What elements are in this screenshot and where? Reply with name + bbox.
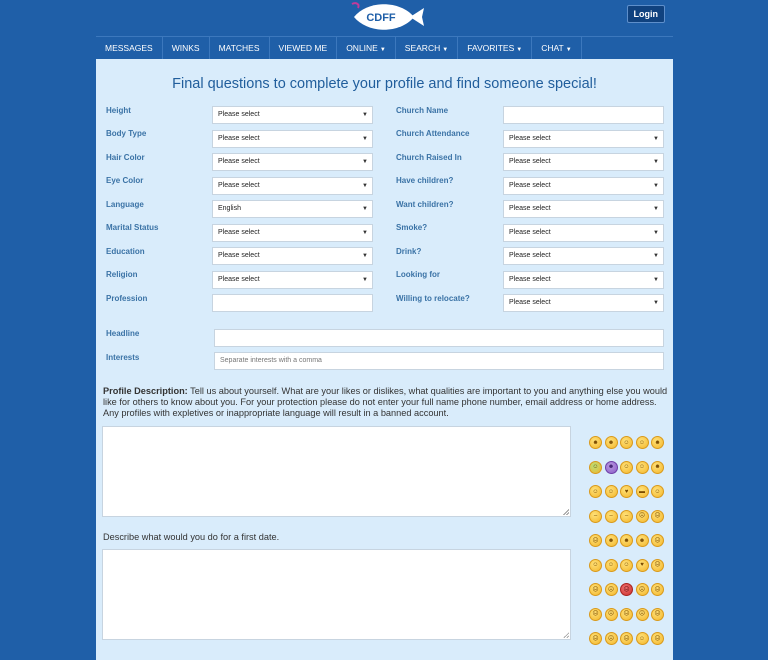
church-name-label: Church Name: [396, 106, 449, 115]
language-select[interactable]: [212, 200, 373, 218]
church-attendance-label: Church Attendance: [396, 129, 470, 138]
looking-for-select[interactable]: [503, 271, 664, 289]
want-children-select[interactable]: [503, 200, 664, 218]
religion-select[interactable]: [212, 271, 373, 289]
interests-label: Interests: [106, 353, 140, 362]
willing-to-relocate-select[interactable]: [503, 294, 664, 312]
grimace-emoji-icon[interactable]: ☺: [636, 632, 649, 645]
nav-label: SEARCH: [404, 43, 441, 53]
fearful-emoji-icon[interactable]: ☹: [651, 608, 664, 621]
sweat-emoji-icon[interactable]: ☹: [636, 510, 649, 523]
worried-emoji-icon[interactable]: ☹: [651, 559, 664, 572]
kiss-closed-emoji-icon[interactable]: ☺: [620, 559, 633, 572]
caret-down-icon: ▼: [442, 47, 449, 53]
main-nav: [96, 37, 673, 59]
profile-description-instructions: [103, 386, 668, 420]
height-select[interactable]: [212, 106, 373, 124]
page-container: [96, 0, 673, 660]
smiling-emoji-icon[interactable]: ☺: [589, 485, 602, 498]
education-select[interactable]: [212, 247, 373, 265]
first-date-textarea[interactable]: [102, 549, 571, 640]
unamused-emoji-icon[interactable]: –: [620, 510, 633, 523]
hair-color-select[interactable]: [212, 153, 373, 171]
smirk-emoji-icon[interactable]: ☺: [651, 485, 664, 498]
select-value: Please select: [509, 252, 551, 259]
select-value: Please select: [509, 276, 551, 283]
headline-input[interactable]: [214, 329, 664, 347]
select-value: Please select: [509, 158, 551, 165]
confused-emoji-icon[interactable]: ☹: [589, 534, 602, 547]
select-value: Please select: [509, 182, 551, 189]
nav-label: WINKS: [171, 43, 200, 53]
church-attendance-select[interactable]: [503, 130, 664, 148]
select-value: Please select: [218, 276, 260, 283]
profession-label: Profession: [106, 294, 148, 303]
select-value: Please select: [218, 158, 260, 165]
nav-label: ONLINE: [346, 43, 378, 53]
kiss-emoji-icon[interactable]: ☺: [589, 559, 602, 572]
dropdown-arrow-icon: ▼: [653, 159, 659, 165]
profile-description-textarea[interactable]: [102, 426, 571, 517]
interests-input[interactable]: Separate interests with a comma: [214, 352, 664, 370]
happy-emoji-icon[interactable]: ☺: [636, 436, 649, 449]
sunglasses-emoji-icon[interactable]: ▬: [636, 485, 649, 498]
body-type-select[interactable]: [212, 130, 373, 148]
smoke-select[interactable]: [503, 224, 664, 242]
first-date-label: Describe what would you do for a first date.: [103, 532, 280, 542]
caret-down-icon: ▼: [379, 47, 386, 53]
have-children-select[interactable]: [503, 177, 664, 195]
marital-status-label: Marital Status: [106, 223, 159, 232]
select-value: English: [218, 205, 241, 212]
select-value: Please select: [218, 182, 260, 189]
height-label: Height: [106, 106, 131, 115]
nav-matches[interactable]: [210, 37, 270, 59]
laughing-emoji-icon[interactable]: ☻: [589, 436, 602, 449]
profile-description-text: Tell us about yourself. What are your likes or dislikes, what qualities are important to you and anything else you would like for others to know about you. For your protection please do not enter your full name phone number, email address or home address. Any profiles with expletives or inappropriate language will result in a banned account.: [103, 386, 668, 419]
resize-handle-icon[interactable]: [563, 632, 569, 638]
devil-emoji-icon[interactable]: ☻: [605, 461, 618, 474]
church-name-input[interactable]: [503, 106, 664, 124]
nav-viewed-me[interactable]: [270, 37, 338, 59]
church-raised-in-select[interactable]: [503, 153, 664, 171]
nav-online[interactable]: [337, 37, 396, 59]
select-value: Please select: [218, 135, 260, 142]
want-children-label: Want children?: [396, 200, 454, 209]
kiss-heart-emoji-icon[interactable]: ♥: [636, 559, 649, 572]
pensive-emoji-icon[interactable]: ☹: [651, 510, 664, 523]
dropdown-arrow-icon: ▼: [362, 183, 368, 189]
cdff-logo[interactable]: [348, 0, 424, 34]
blush-emoji-icon[interactable]: ☺: [636, 461, 649, 474]
dropdown-arrow-icon: ▼: [362, 277, 368, 283]
resize-handle-icon[interactable]: [563, 509, 569, 515]
dropdown-arrow-icon: ▼: [653, 206, 659, 212]
rage-emoji-icon[interactable]: ☹: [620, 583, 633, 596]
select-value: Please select: [509, 135, 551, 142]
nav-label: MATCHES: [218, 43, 260, 53]
caret-down-icon: ▼: [565, 47, 572, 53]
persevere-emoji-icon[interactable]: ☹: [651, 583, 664, 596]
profession-input[interactable]: [212, 294, 373, 312]
sleepy-emoji-icon[interactable]: ☹: [605, 632, 618, 645]
squint-tongue-emoji-icon[interactable]: ☻: [636, 534, 649, 547]
profile-description-title: Profile Description:: [103, 386, 188, 396]
triumph-emoji-icon[interactable]: ☹: [589, 608, 602, 621]
wink-tongue-emoji-icon[interactable]: ☻: [620, 534, 633, 547]
dropdown-arrow-icon: ▼: [362, 159, 368, 165]
nav-messages[interactable]: [96, 37, 163, 59]
nav-label: MESSAGES: [105, 43, 153, 53]
select-value: Please select: [509, 229, 551, 236]
cry-emoji-icon[interactable]: ☹: [636, 583, 649, 596]
marital-status-select[interactable]: [212, 224, 373, 242]
disappointed-relieved-emoji-icon[interactable]: ☹: [605, 608, 618, 621]
eye-color-select[interactable]: [212, 177, 373, 195]
church-raised-in-label: Church Raised In: [396, 153, 462, 162]
dropdown-arrow-icon: ▼: [653, 136, 659, 142]
smile-emoji-icon[interactable]: ☺: [620, 436, 633, 449]
tired-emoji-icon[interactable]: ☹: [620, 632, 633, 645]
hair-color-label: Hair Color: [106, 153, 145, 162]
grin-emoji-icon[interactable]: ☻: [605, 436, 618, 449]
select-value: Please select: [509, 205, 551, 212]
dropdown-arrow-icon: ▼: [362, 206, 368, 212]
dropdown-arrow-icon: ▼: [653, 230, 659, 236]
neutral-emoji-icon[interactable]: –: [589, 510, 602, 523]
dropdown-arrow-icon: ▼: [362, 112, 368, 118]
top-bar: [96, 0, 673, 37]
select-value: Please select: [509, 299, 551, 306]
dropdown-arrow-icon: ▼: [653, 253, 659, 259]
sob-emoji-icon[interactable]: ☹: [651, 632, 664, 645]
nav-label: FAVORITES: [467, 43, 515, 53]
wink-emoji-icon[interactable]: ☺: [620, 461, 633, 474]
willing-to-relocate-label: Willing to relocate?: [396, 294, 470, 303]
login-button[interactable]: Login: [627, 5, 666, 23]
select-value: Please select: [218, 111, 260, 118]
dropdown-arrow-icon: ▼: [653, 300, 659, 306]
expressionless-emoji-icon[interactable]: –: [605, 510, 618, 523]
headline-label: Headline: [106, 329, 140, 338]
caret-down-icon: ▼: [516, 47, 523, 53]
smoke-label: Smoke?: [396, 223, 428, 232]
page-title: Final questions to complete your profile and find someone special!: [172, 76, 597, 92]
disappointed-emoji-icon[interactable]: ☹: [651, 534, 664, 547]
nav-label: VIEWED ME: [278, 43, 328, 53]
svg-text:CDFF: CDFF: [366, 12, 396, 24]
nav-chat[interactable]: [532, 37, 581, 59]
dropdown-arrow-icon: ▼: [653, 183, 659, 189]
religion-label: Religion: [106, 270, 138, 279]
drink-select[interactable]: [503, 247, 664, 265]
nav-favorites[interactable]: [458, 37, 532, 59]
angry-emoji-icon[interactable]: ☹: [589, 583, 602, 596]
pout-emoji-icon[interactable]: ☹: [605, 583, 618, 596]
cool-emoji-icon[interactable]: ☺: [589, 461, 602, 474]
weary-emoji-icon[interactable]: ☹: [589, 632, 602, 645]
body-type-label: Body Type: [106, 129, 147, 138]
drink-label: Drink?: [396, 247, 422, 256]
nav-winks[interactable]: [163, 37, 210, 59]
heart-eyes-emoji-icon[interactable]: ♥: [620, 485, 633, 498]
anguished-emoji-icon[interactable]: ☹: [636, 608, 649, 621]
frown-emoji-icon[interactable]: ☹: [620, 608, 633, 621]
language-label: Language: [106, 200, 144, 209]
big-smile-emoji-icon[interactable]: ☻: [651, 436, 664, 449]
nav-label: CHAT: [541, 43, 564, 53]
relieved-emoji-icon[interactable]: ☺: [605, 485, 618, 498]
dropdown-arrow-icon: ▼: [362, 230, 368, 236]
nav-search[interactable]: [396, 37, 458, 59]
kiss-smile-emoji-icon[interactable]: ☺: [605, 559, 618, 572]
yum-emoji-icon[interactable]: ☻: [651, 461, 664, 474]
select-value: Please select: [218, 252, 260, 259]
emoji-picker: [589, 436, 665, 645]
dropdown-arrow-icon: ▼: [362, 136, 368, 142]
have-children-label: Have children?: [396, 176, 454, 185]
tongue-emoji-icon[interactable]: ☻: [605, 534, 618, 547]
eye-color-label: Eye Color: [106, 176, 144, 185]
select-value: Please select: [218, 229, 260, 236]
looking-for-label: Looking for: [396, 270, 440, 279]
dropdown-arrow-icon: ▼: [362, 253, 368, 259]
dropdown-arrow-icon: ▼: [653, 277, 659, 283]
education-label: Education: [106, 247, 145, 256]
